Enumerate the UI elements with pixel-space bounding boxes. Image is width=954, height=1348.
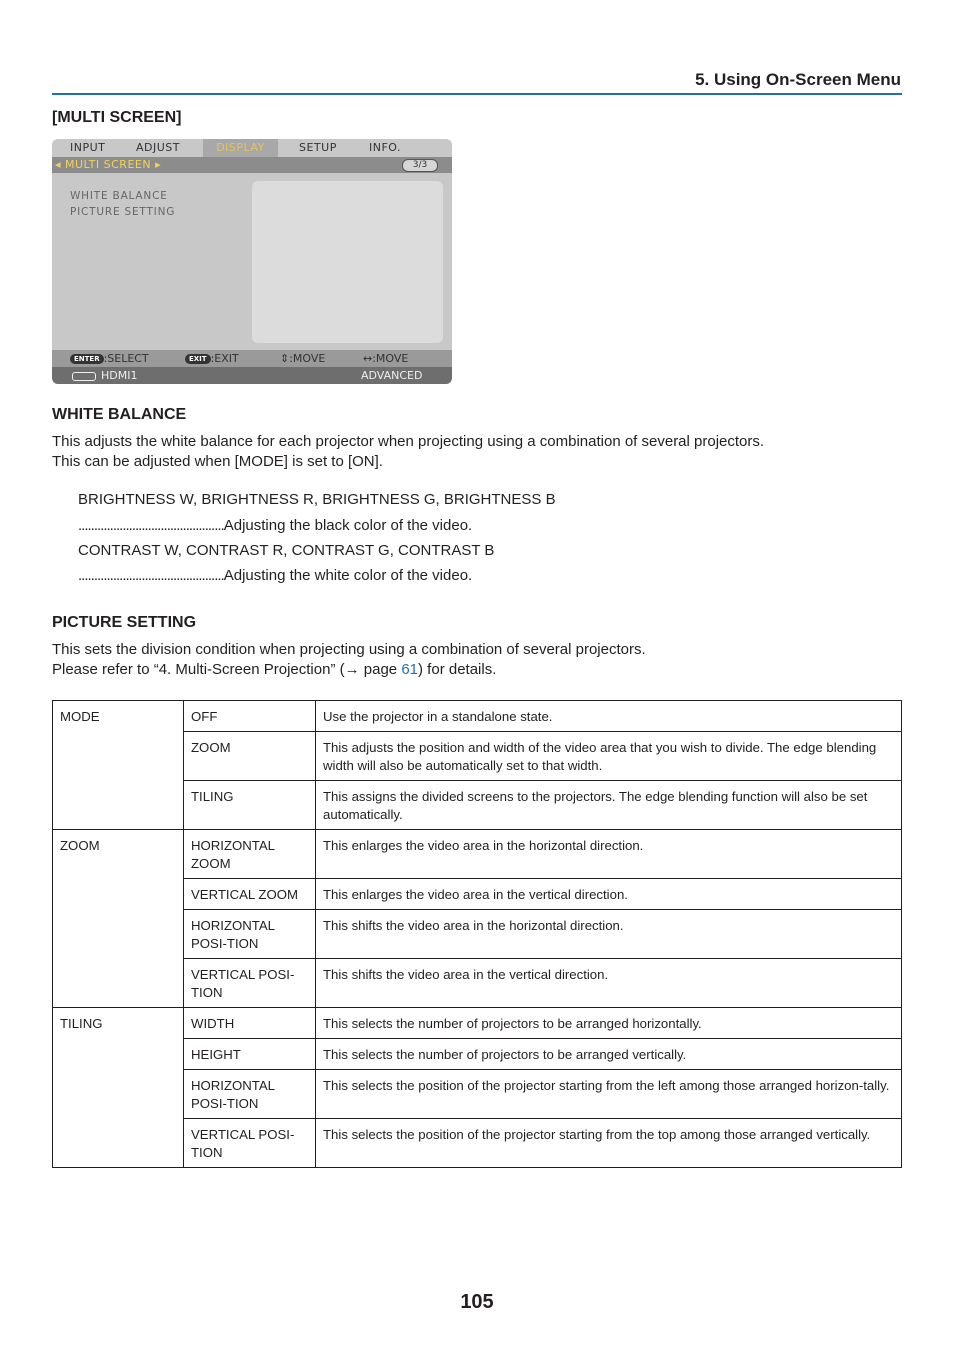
picture-setting-line-1: This sets the division condition when projecting using a combination of several projectors.: [52, 641, 646, 658]
option-description: This adjusts the position and width of the video area that you wish to divide. The edge blending width will also be automatically set to that width.: [316, 732, 902, 781]
osd-item-white-balance[interactable]: WHITE BALANCE: [70, 190, 168, 202]
option-name: TILING: [184, 781, 316, 830]
option-name: VERTICAL ZOOM: [184, 879, 316, 910]
option-name: WIDTH: [184, 1008, 316, 1039]
osd-menu: [52, 139, 452, 384]
brightness-desc-row: [78, 517, 478, 534]
table-row: [53, 830, 902, 879]
option-name: HORIZONTAL POSI-TION: [184, 910, 316, 959]
header-rule: [52, 93, 902, 95]
option-name: HORIZONTAL POSI-TION: [184, 1070, 316, 1119]
dot-leader: ..............................................: [78, 517, 224, 534]
picture-setting-description: [52, 640, 646, 680]
picture-setting-heading: PICTURE SETTING: [52, 614, 197, 631]
picture-setting-line-2: [52, 660, 646, 680]
brightness-item: BRIGHTNESS W, BRIGHTNESS R, BRIGHTNESS G, BRIGHTNESS B: [78, 491, 556, 508]
option-description: This enlarges the video area in the horizontal direction.: [316, 830, 902, 879]
osd-item-picture-setting[interactable]: PICTURE SETTING: [70, 206, 176, 218]
osd-preview-panel: [252, 181, 443, 343]
option-description: This selects the number of projectors to be arranged vertically.: [316, 1039, 902, 1070]
option-description: This assigns the divided screens to the projectors. The edge blending function will also be set automatically.: [316, 781, 902, 830]
table-row: [53, 1008, 902, 1039]
group-label: MODE: [53, 701, 184, 830]
ref-text-post: ) for details.: [418, 661, 497, 678]
osd-select-label: :SELECT: [103, 352, 149, 365]
osd-exit-label: :EXIT: [210, 352, 239, 365]
osd-tab-adjust[interactable]: ADJUST: [136, 141, 180, 154]
osd-source-label: HDMI1: [101, 369, 138, 382]
option-name: HEIGHT: [184, 1039, 316, 1070]
group-label: ZOOM: [53, 830, 184, 1008]
option-name: HORIZONTAL ZOOM: [184, 830, 316, 879]
table-row: [53, 701, 902, 732]
white-balance-heading: WHITE BALANCE: [52, 406, 187, 423]
osd-tab-display[interactable]: DISPLAY: [203, 139, 278, 157]
contrast-item: CONTRAST W, CONTRAST R, CONTRAST G, CONTRAST B: [78, 542, 495, 559]
osd-mode-label: ADVANCED: [361, 369, 423, 382]
group-label: TILING: [53, 1008, 184, 1168]
osd-subtitle-bar: [52, 157, 452, 173]
hdmi-connector-icon: [72, 372, 96, 381]
enter-key-icon: ENTER: [70, 354, 104, 364]
ref-text-pre: Please refer to “4. Multi-Screen Projection” (→ page: [52, 661, 402, 678]
option-description: This selects the number of projectors to be arranged horizontally.: [316, 1008, 902, 1039]
option-description: This enlarges the video area in the vertical direction.: [316, 879, 902, 910]
osd-subtitle[interactable]: ◂ MULTI SCREEN ▸: [55, 158, 162, 171]
white-balance-line-1: This adjusts the white balance for each projector when projecting using a combination of several projectors.: [52, 433, 765, 450]
white-balance-description: [52, 432, 764, 472]
contrast-desc-row: [78, 567, 478, 584]
option-name: ZOOM: [184, 732, 316, 781]
option-description: This selects the position of the projector starting from the top among those arranged vertically.: [316, 1119, 902, 1168]
page-number: 105: [460, 1291, 494, 1313]
osd-tab-info[interactable]: INFO.: [369, 141, 402, 154]
osd-tab-bar: [52, 139, 452, 157]
osd-move-horizontal-label: ↔:MOVE: [363, 352, 409, 365]
option-name: OFF: [184, 701, 316, 732]
option-name: VERTICAL POSI-TION: [184, 1119, 316, 1168]
option-description: This selects the position of the projector starting from the left among those arranged horizon-tally.: [316, 1070, 902, 1119]
exit-key-icon: EXIT: [185, 354, 211, 364]
dot-leader: ..............................................: [78, 567, 224, 584]
option-description: This shifts the video area in the vertical direction.: [316, 959, 902, 1008]
white-balance-line-2: This can be adjusted when [MODE] is set to [ON].: [52, 453, 383, 470]
osd-key-guide: [52, 350, 452, 367]
osd-move-vertical-label: ⇕:MOVE: [280, 352, 326, 365]
brightness-desc: Adjusting the black color of the video.: [223, 517, 473, 534]
settings-table: [52, 700, 902, 1168]
contrast-desc: Adjusting the white color of the video.: [223, 567, 473, 584]
osd-page-badge: 3/3: [402, 159, 438, 172]
page-link[interactable]: 61: [401, 661, 419, 678]
osd-tab-setup[interactable]: SETUP: [299, 141, 337, 154]
option-name: VERTICAL POSI-TION: [184, 959, 316, 1008]
option-description: Use the projector in a standalone state.: [316, 701, 902, 732]
section-title: [MULTI SCREEN]: [52, 109, 182, 126]
chapter-heading: 5. Using On-Screen Menu: [695, 70, 901, 89]
osd-status-bar: [52, 367, 452, 384]
osd-tab-input[interactable]: INPUT: [70, 141, 106, 154]
option-description: This shifts the video area in the horizontal direction.: [316, 910, 902, 959]
